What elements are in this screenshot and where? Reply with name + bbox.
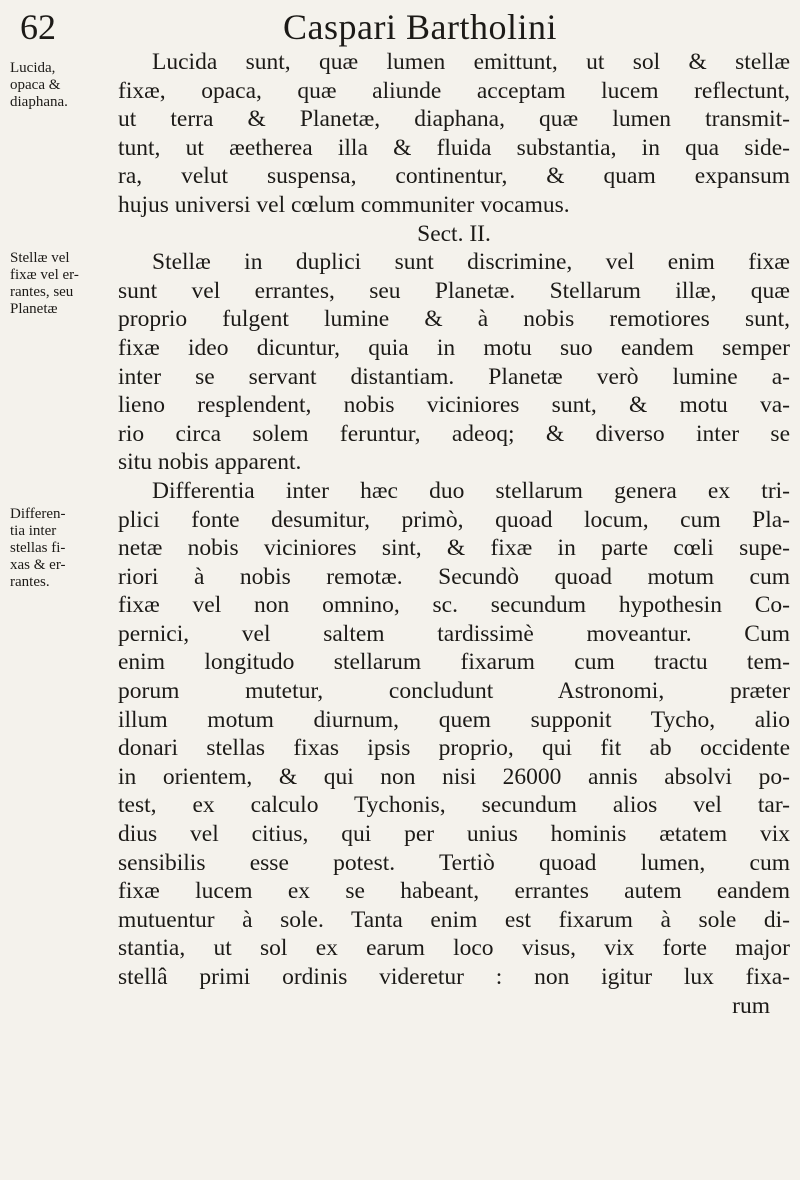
text-line: netæ nobis viciniores sint, & fixæ in parte cœli supe- — [118, 535, 790, 562]
text-line: lieno resplendent, nobis viciniores sunt, & motu va- — [118, 392, 790, 419]
text-line: tunt, ut æetherea illa & fluida substantia, in qua side- — [118, 134, 790, 161]
text-line: situ nobis apparent. — [118, 449, 302, 476]
running-title: Caspari Bartholini — [283, 7, 557, 47]
text-line: pernici, vel saltem tardissimè moveantur. Cum — [118, 620, 790, 647]
text-line: Lucida sunt, quæ lumen emittunt, ut sol & stellæ — [152, 49, 790, 75]
text-line: inter se servant distantiam. Planetæ verò lumine a- — [118, 363, 790, 390]
text-line: fixæ vel non omnino, sc. secundum hypothesin Co- — [118, 592, 790, 619]
text-line: test, ex calculo Tychonis, secundum alios vel tar- — [118, 792, 790, 819]
section-heading: Sect. II. — [417, 220, 491, 247]
text-line: proprio fulgent lumine & à nobis remotiores sunt, — [118, 306, 790, 333]
text-line: illum motum diurnum, quem supponit Tycho, alio — [118, 706, 790, 733]
catchword: rum — [732, 992, 770, 1019]
text-line: hujus universi vel cœlum communiter vocamus. — [118, 191, 570, 218]
text-line: ut terra & Planetæ, diaphana, quæ lumen transmit- — [118, 106, 790, 133]
text-line: riori à nobis remotæ. Secundò quoad motum cum — [118, 563, 790, 590]
text-line: fixæ ideo dicuntur, quia in motu suo eandem semper — [118, 334, 790, 361]
text-line: donari stellas fixas ipsis proprio, qui fit ab occidente — [118, 735, 790, 762]
text-line: in orientem, & qui non nisi 26000 annis absolvi po- — [118, 763, 790, 790]
text-line: ra, velut suspensa, continentur, & quam expansum — [118, 163, 790, 190]
margin-note-lucida: Lucida, opaca & diaphana. — [10, 60, 68, 110]
text-line: fixæ, opaca, quæ aliunde acceptam lucem reflectunt, — [118, 77, 790, 104]
text-line: sunt vel errantes, seu Planetæ. Stellarum illæ, quæ — [118, 277, 790, 304]
text-line: plici fonte desumitur, primò, quoad locum, cum Pla- — [118, 506, 790, 533]
text-line: stantia, ut sol ex earum loco visus, vix forte major — [118, 935, 790, 962]
text-line: fixæ lucem ex se habeant, errantes autem eandem — [118, 878, 790, 905]
text-line: porum mutetur, concludunt Astronomi, præter — [118, 678, 790, 705]
margin-note-differentia: Differen- tia inter stellas fi- xas & er- rantes. — [10, 506, 66, 590]
text-line: Stellæ in duplici sunt discrimine, vel enim fixæ — [152, 249, 790, 276]
text-line: dius vel citius, qui per unius hominis ætatem vix — [118, 821, 790, 848]
margin-note-stellae: Stellæ vel fixæ vel er- rantes, seu Planetæ — [10, 250, 79, 317]
page-number: 62 — [20, 7, 56, 47]
text-line: sensibilis esse potest. Tertiò quoad lumen, cum — [118, 849, 790, 876]
text-line: Differentia inter hæc duo stellarum genera ex tri- — [152, 477, 790, 504]
text-line: stellâ primi ordinis videretur : non igitur lux fixa- — [118, 964, 790, 990]
main-text — [118, 48, 790, 1020]
text-line: mutuentur à sole. Tanta enim est fixarum à sole di- — [118, 906, 790, 933]
text-line: enim longitudo stellarum fixarum cum tractu tem- — [118, 649, 790, 676]
text-line: rio circa solem feruntur, adeoq; & diverso inter se — [118, 420, 790, 447]
